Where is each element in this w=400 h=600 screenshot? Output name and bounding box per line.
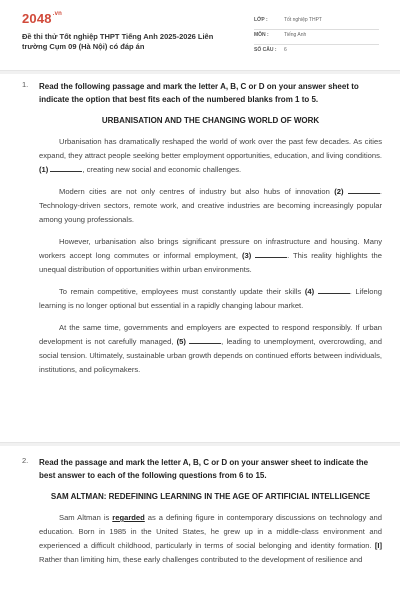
logo-text: 2048 [22,11,52,26]
header-divider [0,70,400,74]
meta-value: Tốt nghiệp THPT [284,17,322,23]
blank-marker: (3) [241,251,252,260]
passage-paragraph [39,285,382,313]
answer-blank[interactable] [318,285,350,294]
question-divider [0,442,400,446]
meta-label: LỚP : [254,17,268,23]
answer-blank[interactable] [50,163,82,172]
passage-paragraph [39,321,382,377]
blank-marker: (1) [39,165,49,174]
answer-blank[interactable] [255,249,287,258]
paragraph-text: . This reality highlights the unequal distribution of opportunities within urban environments. [39,251,382,274]
logo-suffix: .vn [52,11,63,17]
question-number: 2. [22,456,29,465]
question-prompt: Read the passage and mark the letter A, B, C or D on your answer sheet to indicate the best answer to each of the following questions from 6 to 15. [39,458,369,480]
blank-marker: (5) [176,337,186,346]
question-2 [22,456,382,567]
paragraph-text: . Technology-driven sectors, remote work, and creative industries are becoming increasingly popular among young professionals. [39,187,382,224]
paragraph-text: . Lifelong learning is no longer optional but essential in a rapidly changing labour market. [39,287,382,310]
site-logo[interactable] [22,11,62,26]
paragraph-text: However, urbanisation also brings significant pressure on infrastructure and housing. Many workers accept long commutes or informal employment, [39,237,382,260]
underlined-word: regarded [112,513,145,522]
meta-class-row [254,14,379,30]
paragraph-text: At the same time, governments and employers are expected to respond responsibly. If urban development is not carefully managed, [39,323,382,346]
meta-value: Tiếng Anh [284,32,307,38]
question-1 [22,80,382,377]
exam-title: Đề thi thử Tốt nghiệp THPT Tiếng Anh 2025-2026 Liên trường Cụm 09 (Hà Nội) có đáp án [22,32,214,51]
passage-title: URBANISATION AND THE CHANGING WORLD OF WORK [101,116,320,125]
blank-marker: (2) [334,187,344,196]
meta-value: 6 [284,47,287,53]
passage-paragraph [39,511,382,567]
paragraph-text: , creating new social and economic challenges. [82,165,242,174]
paragraph-text: To remain competitive, employees must constantly update their skills [59,287,305,296]
passage-title: SAM ALTMAN: REDEFINING LEARNING IN THE AGE OF ARTIFICIAL INTELLIGENCE [50,492,371,501]
question-number: 1. [22,80,29,89]
paragraph-text: Rather than limiting him, these early challenges contributed to the development of resilience and [39,555,363,564]
passage-paragraph [39,235,382,277]
answer-blank[interactable] [189,335,221,344]
passage-paragraph [39,135,382,177]
passage-paragraph [39,185,382,227]
paragraph-text: Urbanisation has dramatically reshaped the world of work over the past few decades. As cities expand, they attract people seeking better employment opportunities, education, and living conditions. [39,137,382,160]
answer-blank[interactable] [348,185,380,194]
paragraph-text: as a defining figure in contemporary discussions on technology and education. Born in 1985 in the United States, he grew up in a middle-class environment and experienced a difficult childhood, particularly in terms of social belonging and identity formation. [39,513,382,550]
header [0,0,400,70]
paragraph-text: Sam Altman is [59,513,113,522]
position-marker: [I] [374,541,382,550]
meta-count-row [254,44,379,59]
meta-label: MÔN : [254,32,269,38]
question-prompt: Read the following passage and mark the letter A, B, C or D on your answer sheet to indicate the option that best fits each of the numbered blanks from 1 to 5. [39,82,359,104]
paragraph-text: , leading to unemployment, overcrowding, and social tension. Ultimately, sustainable urban growth depends on continued efforts between individuals, institutions, and policymakers. [39,337,382,374]
meta-subject-row [254,29,379,45]
paragraph-text: Modern cities are not only centres of industry but also hubs of innovation [59,187,335,196]
meta-label: SỐ CÂU : [254,47,277,53]
blank-marker: (4) [304,287,315,296]
